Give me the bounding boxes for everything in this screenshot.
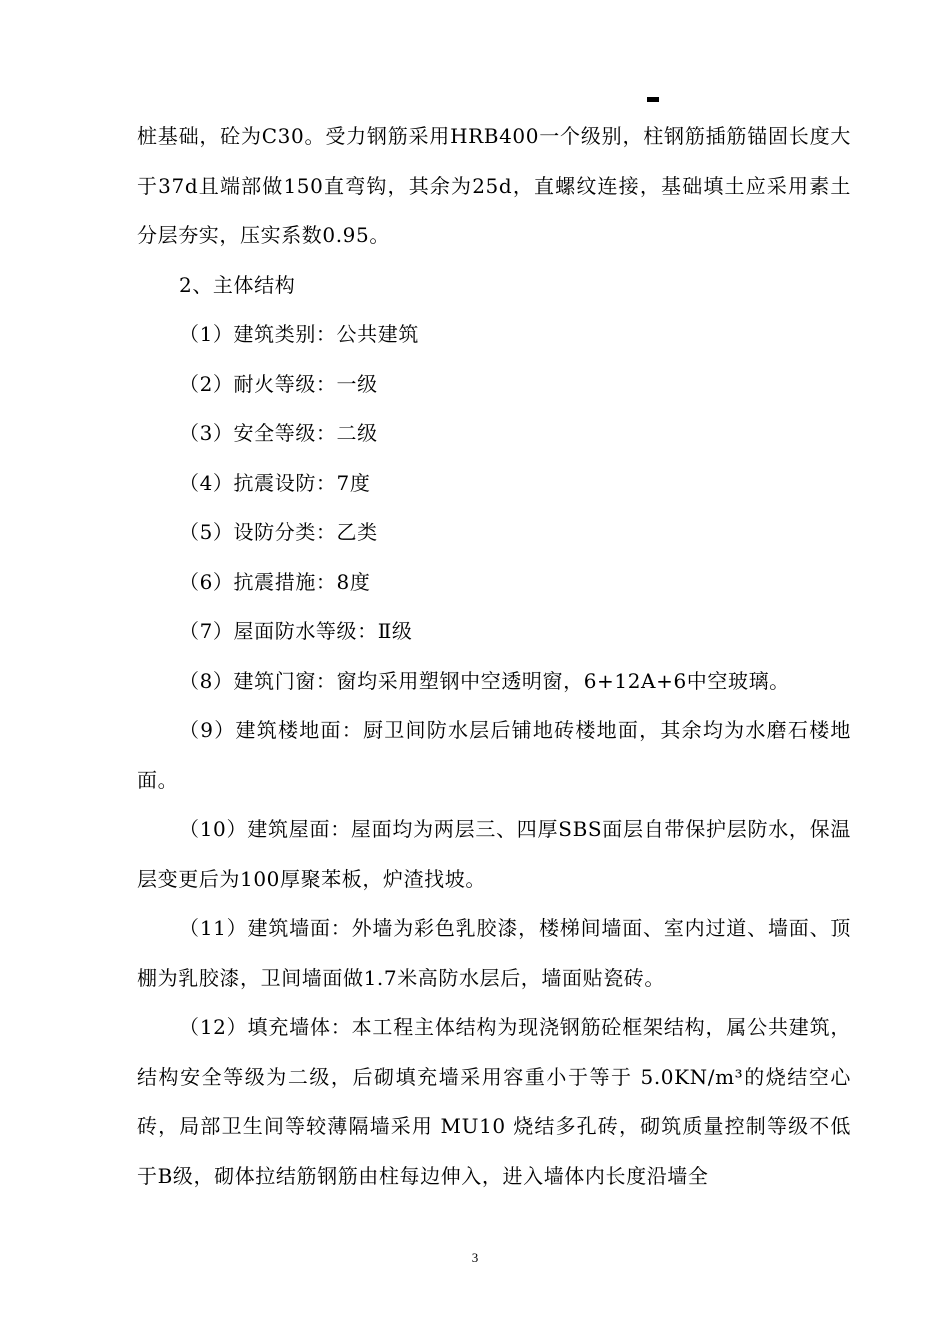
list-item-roof-waterproof-grade: （7）屋面防水等级：Ⅱ级 — [179, 619, 413, 643]
body-text — [137, 112, 851, 1201]
list-item-fortification-class: （5）设防分类：乙类 — [179, 520, 378, 544]
section-heading-main-structure: 2、主体结构 — [179, 272, 296, 297]
list-item-walls: （11）建筑墙面：外墙为彩色乳胶漆，楼梯间墙面、室内过道、墙面、顶棚为乳胶漆，卫间墙面做1.7米高防水层后，墙面贴瓷砖。 — [137, 916, 851, 990]
page-number: 3 — [471, 1250, 479, 1265]
list-item-building-category: （1）建筑类别：公共建筑 — [179, 322, 419, 346]
list-item-infill-walls: （12）填充墙体：本工程主体结构为现浇钢筋砼框架结构，属公共建筑，结构安全等级为二级，后砌填充墙采用容重小于等于 5.0KN/m³的烧结空心砖，局部卫生间等较薄隔墙采用 MU10 烧结多孔砖，砌筑质量控制等级不低于B级，砌体拉结筋钢筋由柱每边伸入，进入墙体内长度沿墙全 — [137, 1015, 851, 1188]
list-item-roof: （10）建筑屋面：屋面均为两层三、四厚SBS面层自带保护层防水，保温层变更后为100厚聚苯板，炉渣找坡。 — [137, 817, 851, 891]
paragraph-foundation: 桩基础，砼为C30。受力钢筋采用HRB400一个级别，柱钢筋插筋锚固长度大于37d且端部做150直弯钩，其余为25d，直螺纹连接，基础填土应采用素土分层夯实，压实系数0.95。 — [137, 124, 851, 247]
list-item-seismic-measures: （6）抗震措施：8度 — [179, 569, 371, 594]
header-mark — [647, 97, 659, 102]
list-item-seismic-fortification: （4）抗震设防：7度 — [179, 470, 371, 495]
list-item-doors-windows: （8）建筑门窗：窗均采用塑钢中空透明窗，6+12A+6中空玻璃。 — [179, 668, 790, 693]
list-item-safety-grade: （3）安全等级：二级 — [179, 421, 378, 445]
list-item-floors: （9）建筑楼地面：厨卫间防水层后铺地砖楼地面，其余均为水磨石楼地面。 — [137, 718, 851, 792]
list-item-fire-rating: （2）耐火等级：一级 — [179, 371, 378, 396]
